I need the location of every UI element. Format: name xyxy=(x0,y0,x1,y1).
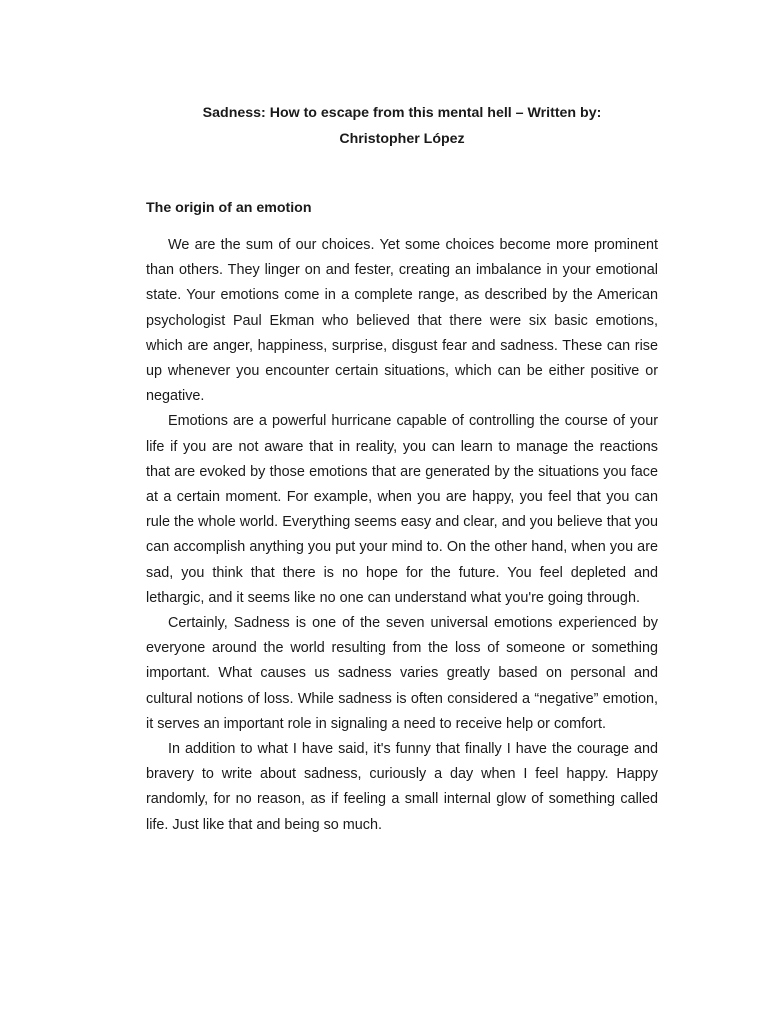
paragraph-2: Emotions are a powerful hurricane capable of controlling the course of your life if you are not aware that in reality, you can learn to manage the reactions that are evoked by those emotions that are generated by the situations you face at a certain moment. For example, when you are happy, you feel that you can rule the whole world. Everything seems easy and clear, and you believe that you can accomplish anything you put your mind to. On the other hand, when you are sad, you think that there is no hope for the future. You feel depleted and lethargic, and it seems like no one can understand what you're going through. xyxy=(146,413,658,606)
document-title xyxy=(146,100,658,152)
paragraph-1: We are the sum of our choices. Yet some choices become more prominent than others. They linger on and fester, creating an imbalance in your emotional state. Your emotions come in a complete range, as described by the American psychologist Paul Ekman who believed that there were six basic emotions, which are anger, happiness, surprise, disgust fear and sadness. These can rise up whenever you encounter certain situations, which can be either positive or negative. xyxy=(146,237,658,405)
document-title-line-1: Sadness: How to escape from this mental hell – Written by: xyxy=(202,105,602,121)
paragraph-3: Certainly, Sadness is one of the seven universal emotions experienced by everyone around the world resulting from the loss of someone or something important. What causes us sadness varies greatly based on personal and cultural notions of loss. While sadness is often considered a “negative” emotion, it serves an important role in signaling a need to receive help or comfort. xyxy=(146,615,658,732)
document-page xyxy=(146,100,658,838)
body-text xyxy=(146,233,658,838)
document-author-line: Christopher López xyxy=(339,131,465,147)
section-heading: The origin of an emotion xyxy=(146,200,312,216)
paragraph-4: In addition to what I have said, it's funny that finally I have the courage and bravery to write about sadness, curiously a day when I feel happy. Happy randomly, for no reason, as if feeling a small internal glow of something called life. Just like that and being so much. xyxy=(146,741,658,833)
